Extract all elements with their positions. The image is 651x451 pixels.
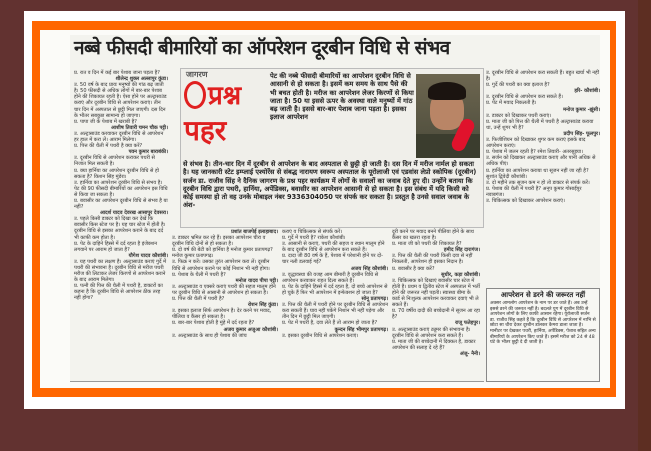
byline: रोशन सिंह कुंडा। [247, 302, 278, 309]
question: प्र. दादा जी 80 वर्ष के हैं, पेशाब में परेशानी होने पर दो-चार नली डलवाई गई? [282, 253, 383, 266]
answer: उ. दो महीने तक सूजन कम न हो तो डाक्टर से संपर्क करें। [486, 179, 590, 186]
column-5 [486, 70, 600, 204]
answer: उ. अल्ट्रासाउंड कराएं ट्यूमर की संभावना है। दूरबीन विधि से आपरेशन करा सकते हैं। [392, 326, 471, 339]
question: प्र. बार-बार पेशाब होती है मुंहे में दर्द रहता है? [172, 320, 255, 327]
answer: उ. डाक्टर को दिखाकर पथरी कराएं। [486, 112, 552, 119]
column-4 [392, 229, 480, 357]
answer: उ. अल्ट्रासाउंड के साथ ही पेशाब की जांच [172, 332, 247, 339]
byline: हरि- कौशांबी। [574, 88, 600, 95]
question: प्र. रात व दिन में कई बार पेशाब जाना पड़ता है? [74, 70, 160, 76]
answer: उ. हार्निया का आपरेशन दूरबीन विधि से संभव है। पेट की 90 फीसदी बीमारियों का आपरेशन इस विधि से किया जा सकता है। [74, 179, 168, 198]
byline: पवन कुमार बाराबंकी। [128, 149, 168, 156]
byline: अजय सिंह कौशांबी। [350, 265, 388, 272]
answer: उ. फिक्र न करें। उसका तुरंत आपरेशन करा लें। दूरबीन विधि से आपरेशन कराने पर कोई निशान भी नहीं होगा। [172, 259, 270, 272]
question: प्र. पित्त की थैली में पथरी है? [172, 296, 225, 303]
question: प्र. गुर्दे में पथरी है? राकेश कौशांबी। [282, 235, 346, 242]
intro-text-top: पेट की नब्बे फीसदी बीमारियों का आपरेशन दूरबीन विधि से आसानी से हो सकता है। इसमें कम समय के साथ पैसे की भी बचत होती है। मरीज का आपरेशन लेजर किरणों से किया जाता है। 50 या इससे ऊपर के अवस्था वाले मनुष्यों में गांठ बढ़ जाती है। इससे बार-बार पेशाब जाना पड़ता है। इसका इलाज आपरेशन [270, 72, 414, 122]
question: प्र. पेट के दाहिने हिस्से में दर्द रहता है इंजेक्शन लगवाने पर आराम हो जाता है? [74, 240, 157, 253]
question: प्र. माता जी को पथरी की शिकायत है? [392, 241, 462, 248]
byline: अंजू- नैनी। [459, 350, 480, 357]
question: प्र. पेट में पथरी है, दवा लेते हैं तो आराम हो जाता है? [282, 320, 378, 327]
answer: उ. चिकित्सक को दिखाएं बवासीर चार स्टेज में होती है। प्रथम व द्वितीय स्टेज में अस्पताल में भर्ती होने की जरूरत नहीं पड़ती। स्वास्थ्य बीमा के कार्ड से निःशुल्क आपरेशन करवाकर दवाएं भी ले सकते हैं। [392, 277, 480, 309]
column-1 [74, 70, 168, 302]
question: प्र. पेशाब की थैली में पथरी है? अनूप कुमार गोसाईंपुर नवाबगंज। [486, 185, 582, 198]
question: प्र. गुर्दे की पथरी का क्या इलाज है? [486, 82, 550, 89]
answer: उ. पहले किसी डाक्टर को दिखा कर देखें कि बवासीर किस स्टेज पर है। यह चार स्टेज में होती है। दूरबीन विधि से इसका आपरेशन कराने के बाद दर्द भी काफी कम होता है। [74, 216, 166, 241]
question: प्र. पेट में मवाद निकलती है। [486, 100, 537, 107]
answer: उ. अल्ट्रासाउंड करवाकर दूरबीन विधि से आपरेशन हर हाल में करा लें। आराम मिलेगा। [74, 130, 164, 144]
answer: उ. 50 वर्ष के बाद प्रायः मनुष्यों की गांठ बढ़ जाती है। 50 फीसदी से अधिक लोगों में बार-बार पेशाब होने की शिकायत रहती है। ऐसा होने पर अल्ट्रासाउंड कराएं और दूरबीन विधि से आपरेशन कराएं। तीन चार दिन में अस्पताल से छुट्टी मिल जाएगी। दस दिन के भीतर सबकुछ सामान्य हो जाएगा। [74, 82, 167, 119]
question: प्र. पेशाब में जलन रहती है? रमेश तिवारी- अतरसुइया। [486, 149, 583, 156]
answer: उ. पित्त की थैली की पथरी किसी दवा से नहीं निकलती, आपरेशन ही इसका निदान है। [392, 253, 473, 266]
question: प्र. पेशाब के थैली में पथरी है? [172, 271, 226, 278]
phone-icon [184, 81, 206, 109]
sidebar-box [486, 288, 600, 382]
answer: कराएं व चिकित्सक से संपर्क करें। [282, 229, 343, 235]
byline: शीलेन्द्र शुक्ल अल्लापुर कुंडा। [115, 76, 168, 83]
byline: अजय कुमार अजुआ कौशांबी। [223, 326, 278, 333]
answer: दूरी करने पर मवाद बनने पीलिया होने के साथ कैंसर का खतरा रहता है। [392, 229, 474, 242]
question: प्र. हार्निया का आपरेशन कराया था सूजन नहीं जा रही है? सुशांत द्विवेदी कौशांबी। [486, 167, 589, 180]
intro-text-bottom: से संभव है। तीन-चार दिन में दूरबीन से आपरेशन के बाद अस्पताल से छुट्टी हो जाती है। दस दिन में मरीज नार्मल हो सकता है। यह जानकारी स्टेट इम्प्लाई एश्योरेंस से संबद्ध नारायण स्वरूप अस्पताल के यूरोलाजी एवं एडवांस लेप्रो स्कोपिक (दूरबीन) सर्जन डा. राजीव सिंह ने दैनिक जागरण के प्रश्न पहर कार्यक्रम में लोगों के सवालों का जवाब देते हुए दी। उन्होंने बताया कि दूरबीन विधि द्वारा पथरी, हार्निया, अपेंडिक्स, बवासीर का आपरेशन आसानी से हो सकता है। इस संबंध में यदि किसी को कोई समस्या हो तो वह उनके मोबाइल नंबर 9336304050 पर संपर्क कर सकता है। प्रस्तुत है उनसे सवाल जवाब के अंश- [183, 160, 477, 210]
byline: हमीद सिंह दारागंज। [443, 247, 480, 254]
answer: उ. डाक्टर भ्रमित कर रहे हैं। इसका आपरेशन चीरा व दूरबीन विधि दोनों से हो सकता है। [172, 235, 266, 248]
byline: आशीष तिवारी चमन चौक पट्टी। [111, 124, 168, 131]
column-3 [282, 229, 388, 339]
answer: उ. फिजीशियन को दिखाकर शुगर कम कराएं इसके बाद आपरेशन कराएं। [486, 137, 586, 150]
logo-line1: प्रश्न [208, 81, 242, 111]
byline: सोनू प्रतापगढ़। [361, 296, 388, 303]
photo-shirt [416, 134, 480, 158]
answer: उ. पित्त की थैली में पथरी होने पर दूरबीन विधि से आपरेशन करा सकती हैं। घाव नहीं पकेंगे निशान भी नहीं पड़ेगा और तीन दिन में छुट्टी मिल जाएगी। [282, 302, 389, 321]
question: प्र. पत्नी की पित्त की थैली में पथरी है, डाक्टरों का कहना है कि दूरबीन विधि से आपरेशन ठीक तरह नहीं होगा? [74, 283, 163, 302]
question: प्र. पापा जी के पेशाब में खराबी है? [74, 118, 137, 125]
photo-hair [428, 82, 466, 100]
answer: उ. अल्ट्रासाउंड व एक्सरे कराएं पथरी की सहज मालूम होने पर दूरबीन विधि से आसानी से आपरेशन हो सकता है। [172, 283, 276, 296]
answer: उ. दूरबीन विधि से आपरेशन करा सकते हैं। [486, 94, 563, 101]
answer: उ. इसका इलाज सिर्फ आपरेशन है। देर करने पर मवाद, पीलिया व कैंसर हो सकता है। [172, 308, 272, 321]
question: प्र. दो वर्ष की बेटी को हार्निया है मनोज कुमार प्रतापगढ़? मनोज कुमार प्रतापगढ़। [172, 247, 273, 260]
logo-line2: पहर [184, 114, 227, 147]
answer: उ. यह पथरी का लक्षण है। अल्ट्रासाउंड कराएं गुर्दे में पथरी की संभावना है। दूरबीन विधि से मरीज पथरी मरीज की लिटाकर लेजर किरणों से आपरेशन कराने के बाद आराम मिलेगा। [74, 258, 167, 284]
answer: उ. आसानी से कराएं, पथरी की सहज व स्थान मालूम होने के बाद दूरबीन विधि से आपरेशन करा सकते हैं। [282, 241, 385, 254]
question: प्र. माता जी की बच्चेदानी में दिक्कत है, डाक्टर आपरेशन की सलाह दे रहे हैं? [392, 338, 476, 351]
prashn-pahar-logo [182, 70, 266, 160]
question: प्र. पेट के दाहिने हिस्से में दर्द रहता है, दो बच्चे आपरेशन से हो चुके हैं फिर भी आपरेशन में इन्फेक्शन हो जाता है? [282, 283, 388, 296]
byline: कुन्दन सिंह भीमपुर प्रतापगढ़। [334, 326, 388, 333]
answer: उ. दूरबीन विधि से आपरेशन कराकर पथरी से निजात मिल सकती है। [74, 155, 155, 168]
answer: उ. दूरबीन विधि से आपरेशन करा सकती हैं। बहुत खर्चा भी नहीं है। [486, 70, 599, 83]
logo-brand: जागरण [186, 70, 208, 79]
newspaper-clipping [40, 30, 610, 388]
question: प्र. पित्त की थैली में पथरी है क्या करें? [74, 143, 143, 150]
byline: आदर्श यादव देवरख आसापुर देवसरा। [99, 210, 168, 217]
byline: राजू फतेहपुर। [455, 320, 480, 327]
frame-edge [638, 0, 651, 451]
question: प्र. माता जी को पित्त की थैली में पथरी है अल्ट्रासाउंड कराया था, उन्हें शुगर भी है? [486, 118, 594, 131]
question: प्र. बवासीर है क्या करें? [392, 265, 435, 272]
doctor-photo [416, 74, 480, 158]
headline: नब्बे फीसदी बीमारियों का ऑपरेशन दूरबीन विधि से संभव [74, 37, 450, 59]
column-2 [172, 229, 278, 339]
question: प्र. 70 वर्षीय दादी की बच्चेदानी में सूजन आ रहा है? [392, 308, 480, 321]
question: प्र. बवासीर का आपरेशन दूरबीन विधि से संभव है या नहीं? [74, 197, 168, 211]
byline: यौगेश यादव कौशांबी। [128, 252, 168, 259]
answer: उ. वृद्धावस्था की वजह आम बीमारी है दूरबीन विधि से आपरेशन करवाकर राहत दिला सकते हैं। [282, 271, 379, 284]
byline: मनोज कुमार -झूंसी। [563, 106, 600, 113]
answer: उ. चिकित्सक को दिखाकर आपरेशन कराएं। [486, 197, 565, 204]
answer: उ. इसका दूरबीन विधि से आपरेशन कराएं। [282, 332, 359, 339]
byline: सुधीर, कड़ा कौशांबी। [441, 271, 480, 278]
sidebox-body: अक्सर आमलोग आपरेशन के नाम पर डर जाते हैं। अब उन्हें इससे डरने की जरूरत नहीं है। बदलते युग में दूरबीन विधि से आपरेशन लोगों के लिए काफी आसान रहेगा। यूरोलाजी सर्जन डा. राजीव सिंह कहते हैं कि दूरबीन विधि से आपरेशन में नाभि से छोटा सा चीरा देकर दूरबीन डालकर कैमरा डाला जाता है। मानीटर पर देखकर पथरी, हार्निया, अपेंडिक्स, पेशाब सहित अन्य बीमारियों के आपरेशन किए जाते हैं। इसमें मरीज को 24 से 48 घंटे के भीतर छुट्टी दे दी जाती है। [490, 301, 596, 346]
byline: प्रशांत बाजपेई इलाहाबाद। [231, 229, 278, 235]
answer: उ. सर्जन को दिखाकर अल्ट्रासाउंड कराएं और पानी अधिक से अधिक पीएं। [486, 155, 596, 168]
question: प्र. क्या हार्निया का आपरेशन दूरबीन विधि से हो सकता है? किशन सिंह मुंडेरा। [74, 167, 159, 180]
bottom-rule [70, 381, 484, 382]
sidebox-title: आपरेशन से डरने की जरूरत नहीं [500, 291, 586, 299]
byline: मनोज यादव पीपा पट्टी। [235, 277, 278, 284]
byline: प्रदीप सिंह- फूलपुर। [563, 130, 600, 137]
